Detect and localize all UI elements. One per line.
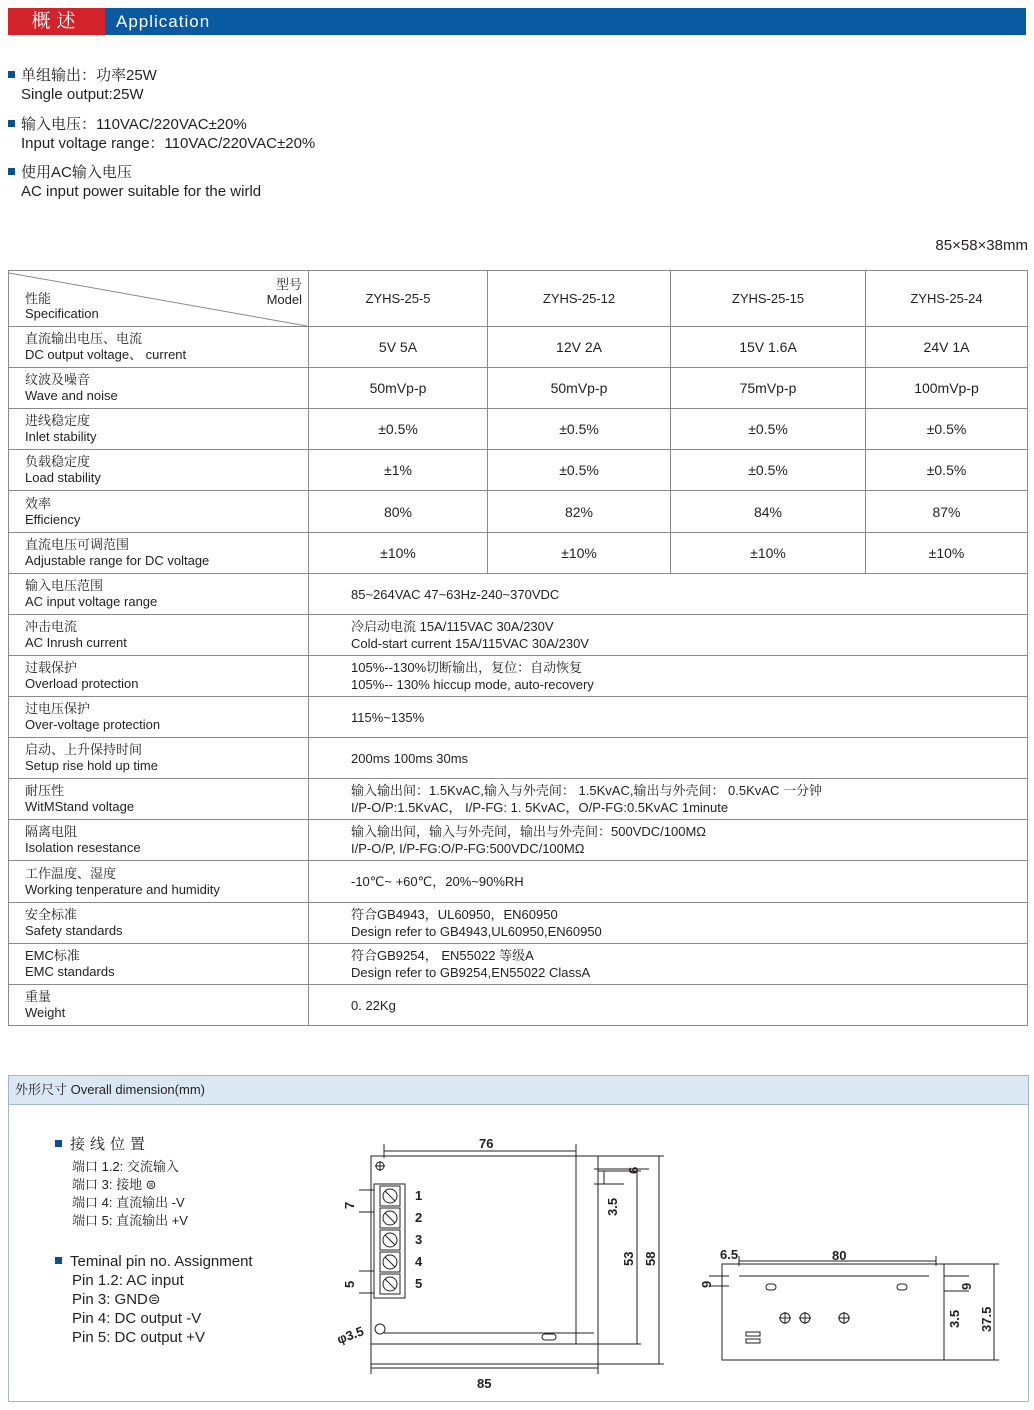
value-line-1: 输入输出间，输入与外壳间，输出与外壳间：500VDC/100MΩ <box>351 824 706 839</box>
row-label-en: Weight <box>25 1005 66 1020</box>
value-line-2: I/P-O/P:1.5KvAC， I/P-FG: 1. 5KvAC，O/P-FG:0.5KvAC 1minute <box>351 800 729 815</box>
spec-row <box>9 738 1028 779</box>
row-label <box>9 450 309 491</box>
row-label-en: Wave and noise <box>25 388 118 403</box>
model-name: ZYHS-25-24 <box>866 271 1028 327</box>
row-value: ±0.5% <box>309 409 488 450</box>
row-value: 50mVp-p <box>488 368 671 409</box>
row-label-zh: 安全标准 <box>25 907 78 922</box>
spec-row <box>9 450 1028 491</box>
feature-1: 单组输出：功率25W Single output:25W <box>8 66 157 104</box>
header-diagonal-cell <box>9 271 309 327</box>
spec-row <box>9 820 1028 861</box>
product-dimensions: 85×58×38mm <box>935 237 1028 254</box>
row-label-zh: EMC标准 <box>25 948 80 963</box>
dim-3-5: 3.5 <box>605 1197 620 1216</box>
row-value: ±0.5% <box>488 450 671 491</box>
row-label-zh: 隔离电阻 <box>25 824 78 839</box>
row-value <box>309 779 1028 820</box>
value-line-1: 符合GB9254， EN55022 等级A <box>351 948 534 963</box>
spec-row <box>9 327 1028 368</box>
row-value <box>309 903 1028 944</box>
row-label <box>9 368 309 409</box>
row-label-en: Efficiency <box>25 511 81 527</box>
dim-80: 80 <box>832 1248 847 1263</box>
row-value: ±10% <box>866 533 1028 574</box>
row-label-en: EMC standards <box>25 964 115 979</box>
row-value: 82% <box>488 491 671 533</box>
row-label-en: Working tenperature and humidity <box>25 881 220 897</box>
row-label <box>9 820 309 861</box>
dim-6: 6 <box>626 1166 641 1174</box>
row-label <box>9 491 309 533</box>
row-label-zh: 纹波及噪音 <box>25 372 91 387</box>
row-label-zh: 工作温度、湿度 <box>25 865 117 881</box>
row-value: ±0.5% <box>866 450 1028 491</box>
row-label-en: Overload protection <box>25 676 139 691</box>
row-label-en: AC input voltage range <box>25 594 158 609</box>
row-value <box>309 697 1028 738</box>
spec-label-zh: 性能 <box>25 291 52 306</box>
row-label <box>9 697 309 738</box>
row-value: ±10% <box>671 533 866 574</box>
row-label-en: Setup rise hold up time <box>25 758 158 773</box>
pin-row: Pin 4: DC output -V <box>72 1310 202 1327</box>
row-value: ±10% <box>309 533 488 574</box>
row-value: ±0.5% <box>671 450 866 491</box>
row-value: ±1% <box>309 450 488 491</box>
model-name: ZYHS-25-5 <box>309 271 488 327</box>
row-label-zh: 启动、上升保持时间 <box>25 742 143 757</box>
spec-row <box>9 491 1028 533</box>
value-line-1: -10℃~ +60℃，20%~90%RH <box>351 874 524 889</box>
row-value <box>309 738 1028 779</box>
model-name: ZYHS-25-12 <box>488 271 671 327</box>
dim-9-left: 9 <box>699 1280 714 1288</box>
pin-title-en: Teminal pin no. Assignment <box>70 1253 253 1270</box>
row-label <box>9 615 309 656</box>
row-label <box>9 861 309 903</box>
row-label-zh: 直流电压可调范围 <box>25 537 130 552</box>
row-value: 75mVp-p <box>671 368 866 409</box>
row-value: ±0.5% <box>671 409 866 450</box>
value-line-1: 符合GB4943，UL60950，EN60950 <box>351 907 558 922</box>
dim-7: 7 <box>342 1201 357 1209</box>
spec-row <box>9 944 1028 985</box>
row-label-zh: 冲击电流 <box>25 619 78 634</box>
pin-row: 端口 5: 直流输出 +V <box>72 1213 188 1228</box>
row-label-zh: 效率 <box>25 495 52 511</box>
section-header <box>8 8 1026 35</box>
row-label-en: Isolation resestance <box>25 840 141 855</box>
spec-row <box>9 368 1028 409</box>
row-value <box>309 820 1028 861</box>
dim-5: 5 <box>342 1280 357 1288</box>
spec-label-en: Specification <box>25 306 99 321</box>
row-label <box>9 574 309 615</box>
pin-row: Pin 3: GND⊜ <box>72 1291 161 1308</box>
row-value: 80% <box>309 491 488 533</box>
dim-9-right: 9 <box>959 1282 974 1290</box>
value-line-1: 0. 22Kg <box>351 997 396 1013</box>
spec-table <box>8 270 1028 1026</box>
terminal-screws <box>380 1186 400 1294</box>
row-label <box>9 944 309 985</box>
dim-85: 85 <box>477 1376 492 1391</box>
row-label <box>9 985 309 1026</box>
row-label <box>9 409 309 450</box>
model-label-en: Model <box>266 292 302 307</box>
model-name: ZYHS-25-15 <box>671 271 866 327</box>
spec-row <box>9 574 1028 615</box>
feature-2: 输入电压：110VAC/220VAC±20% Input voltage range：110VAC/220VAC±20% <box>8 115 315 153</box>
row-label <box>9 327 309 368</box>
dim-37-5: 37.5 <box>979 1306 994 1332</box>
row-label-en: Safety standards <box>25 923 123 938</box>
row-label-en: DC output voltage、 current <box>25 347 187 362</box>
dim-3-5-side: 3.5 <box>947 1309 962 1328</box>
row-label-zh: 过电压保护 <box>25 701 91 716</box>
spec-row <box>9 985 1028 1026</box>
dimension-drawing <box>9 1076 1028 1401</box>
value-line-1: 115%~135% <box>351 709 425 725</box>
spec-row <box>9 903 1028 944</box>
row-label <box>9 533 309 574</box>
row-value <box>309 615 1028 656</box>
bullet-icon <box>8 168 15 175</box>
pin-title-zh: 接线位置 <box>70 1136 151 1153</box>
row-label-zh: 过载保护 <box>25 660 78 675</box>
row-value: 12V 2A <box>488 327 671 368</box>
row-value: 5V 5A <box>309 327 488 368</box>
row-label-en: WitMStand voltage <box>25 799 135 814</box>
pin-row: Pin 1.2: AC input <box>72 1272 184 1289</box>
row-value <box>309 861 1028 903</box>
spec-row <box>9 656 1028 697</box>
row-value: 87% <box>866 491 1028 533</box>
value-line-2: Design refer to GB9254,EN55022 ClassA <box>351 965 591 980</box>
value-line-1: 85~264VAC 47~63Hz-240~370VDC <box>351 586 560 602</box>
value-line-2: Design refer to GB4943,UL60950,EN60950 <box>351 924 602 939</box>
dim-phi: φ3.5 <box>334 1323 366 1347</box>
spec-row <box>9 697 1028 738</box>
row-label-zh: 耐压性 <box>25 783 65 798</box>
row-label-en: AC Inrush current <box>25 635 127 650</box>
dim-6-5: 6.5 <box>720 1247 739 1262</box>
dim-53: 53 <box>621 1251 636 1266</box>
row-label-zh: 进线稳定度 <box>25 413 91 428</box>
pin-row: 端口 3: 接地 ⊜ <box>72 1177 157 1192</box>
side-view-outline <box>722 1264 944 1360</box>
row-value: 100mVp-p <box>866 368 1028 409</box>
row-label-en: Load stability <box>25 470 101 485</box>
row-value <box>309 656 1028 697</box>
value-line-1: 冷启动电流 15A/115VAC 30A/230V <box>351 619 554 634</box>
pin-2-label: 2 <box>415 1210 423 1225</box>
spec-row <box>9 861 1028 903</box>
header-title-zh: 概述 <box>8 8 105 35</box>
row-label-en: Adjustable range for DC voltage <box>25 553 210 568</box>
value-line-1: 105%--130%切断输出，复位：自动恢复 <box>351 660 583 675</box>
model-label-zh: 型号 <box>275 277 302 292</box>
row-value: ±0.5% <box>488 409 671 450</box>
row-value: 24V 1A <box>866 327 1028 368</box>
row-value: 50mVp-p <box>309 368 488 409</box>
value-line-2: 105%-- 130% hiccup mode, auto-recovery <box>351 677 594 692</box>
pin-row: Pin 5: DC output +V <box>72 1329 205 1346</box>
pin-row: 端口 1.2: 交流输入 <box>72 1159 179 1174</box>
row-label-zh: 重量 <box>25 989 52 1004</box>
spec-row <box>9 779 1028 820</box>
pin-3-label: 3 <box>415 1232 423 1247</box>
pin-5-label: 5 <box>415 1276 423 1291</box>
row-label <box>9 656 309 697</box>
row-value: ±10% <box>488 533 671 574</box>
spec-row <box>9 409 1028 450</box>
dimension-section <box>8 1075 1029 1402</box>
value-line-2: I/P-O/P, I/P-FG:O/P-FG:500VDC/100MΩ <box>351 841 585 856</box>
dim-58: 58 <box>643 1251 658 1266</box>
row-value <box>309 574 1028 615</box>
bullet-icon <box>8 120 15 127</box>
value-line-1: 输入输出间：1.5KvAC,输入与外壳间： 1.5KvAC,输出与外壳间： 0.5KvAC 一分钟 <box>351 783 822 798</box>
table-header-row <box>9 271 1028 327</box>
spec-row <box>9 615 1028 656</box>
pin-4-label: 4 <box>415 1254 423 1269</box>
spec-row <box>9 533 1028 574</box>
row-label-en: Over-voltage protection <box>25 717 161 732</box>
pin-1-label: 1 <box>415 1188 423 1203</box>
dim-76: 76 <box>479 1136 494 1151</box>
row-label-zh: 直流输出电压、电流 <box>25 331 143 346</box>
bullet-icon <box>8 71 15 78</box>
pin-row: 端口 4: 直流输出 -V <box>72 1195 185 1210</box>
value-line-2: Cold-start current 15A/115VAC 30A/230V <box>351 636 589 651</box>
row-value <box>309 985 1028 1026</box>
row-value: 15V 1.6A <box>671 327 866 368</box>
row-label <box>9 738 309 779</box>
row-label <box>9 903 309 944</box>
row-value <box>309 944 1028 985</box>
row-label-zh: 负载稳定度 <box>25 454 91 469</box>
row-label <box>9 779 309 820</box>
row-label-zh: 输入电压范围 <box>25 578 104 593</box>
feature-3: 使用AC输入电压 AC input power suitable for the wirld <box>8 163 261 201</box>
row-value: ±0.5% <box>866 409 1028 450</box>
row-value: 84% <box>671 491 866 533</box>
header-title-en: Application <box>116 12 211 31</box>
value-line-1: 200ms 100ms 30ms <box>351 750 469 766</box>
dimension-section-title: 外形尺寸 Overall dimension(mm) <box>9 1076 1028 1105</box>
row-label-en: Inlet stability <box>25 429 97 444</box>
